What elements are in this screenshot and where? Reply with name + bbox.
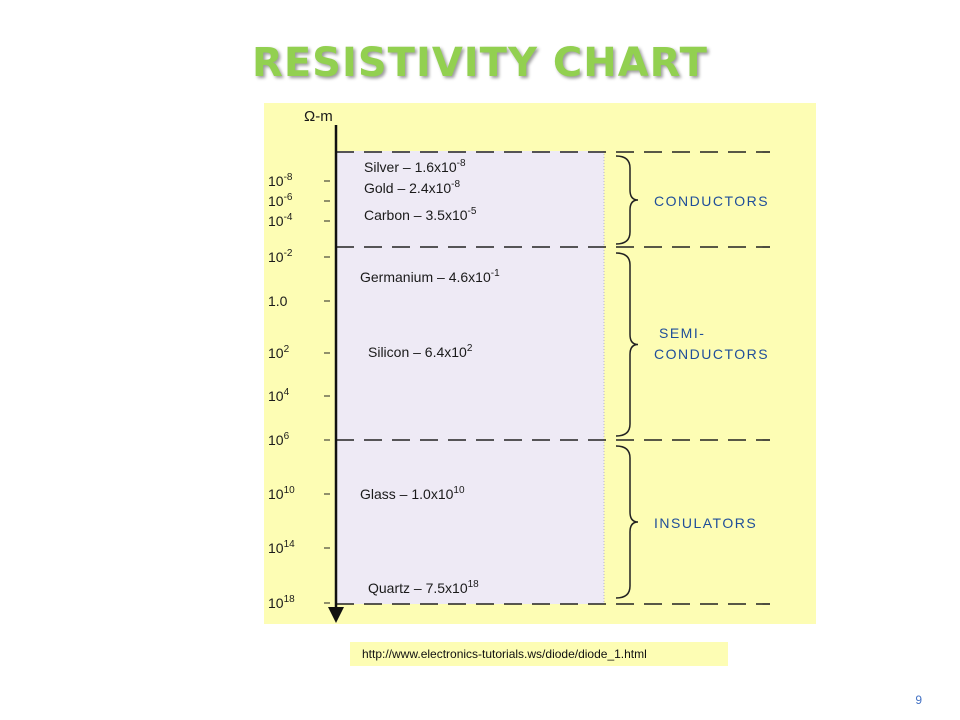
material-label: Carbon – $3.5x10^{-5}$ <box>364 206 477 223</box>
tick-label: $10^{14}$ <box>268 539 295 556</box>
material-label: Gold – $2.4x10^{-8}$ <box>364 179 461 196</box>
resistivity-chart <box>264 103 816 624</box>
conductors-brace-icon <box>616 156 638 244</box>
tick-label: $10^{-4}$ <box>268 212 293 229</box>
slide-title: RESISTIVITY CHART <box>252 40 708 86</box>
tick-label: $10^{-6}$ <box>268 192 293 209</box>
semiconductors-brace-icon <box>616 253 638 436</box>
tick-label: $10^{10}$ <box>268 485 295 502</box>
tick-label: $10^6$ <box>268 431 290 448</box>
tick-label: $10^4$ <box>268 387 290 404</box>
material-label: Silver – $1.6x10^{-8}$ <box>364 158 466 175</box>
tick-label: 1.0 <box>268 293 288 309</box>
tick-label: $10^{-8}$ <box>268 172 293 189</box>
resistivity-chart-svg <box>264 103 816 624</box>
group-label-conductors: CONDUCTORS <box>654 193 770 209</box>
material-label: Silicon – $6.4x10^2$ <box>368 343 473 360</box>
tick-label: $10^{18}$ <box>268 594 295 611</box>
material-label: Germanium – $4.6x10^{-1}$ <box>360 268 500 285</box>
tick-label: $10^2$ <box>268 344 290 361</box>
insulators-brace-icon <box>616 446 638 598</box>
tick-label: $10^{-2}$ <box>268 248 293 265</box>
material-label: Glass – $1.0x10^{10}$ <box>360 485 465 502</box>
material-label: Quartz – $7.5x10^{18}$ <box>368 579 479 596</box>
page-number: 9 <box>915 693 922 707</box>
source-url[interactable]: http://www.electronics-tutorials.ws/diode/diode_1.html <box>350 642 728 666</box>
group-label-semiconductors: CONDUCTORS <box>654 346 770 362</box>
group-label-semiconductors: SEMI- <box>659 325 706 341</box>
axis-arrow-icon <box>328 607 344 623</box>
group-label-insulators: INSULATORS <box>654 515 758 531</box>
axis-unit-label: Ω-m <box>304 108 333 125</box>
